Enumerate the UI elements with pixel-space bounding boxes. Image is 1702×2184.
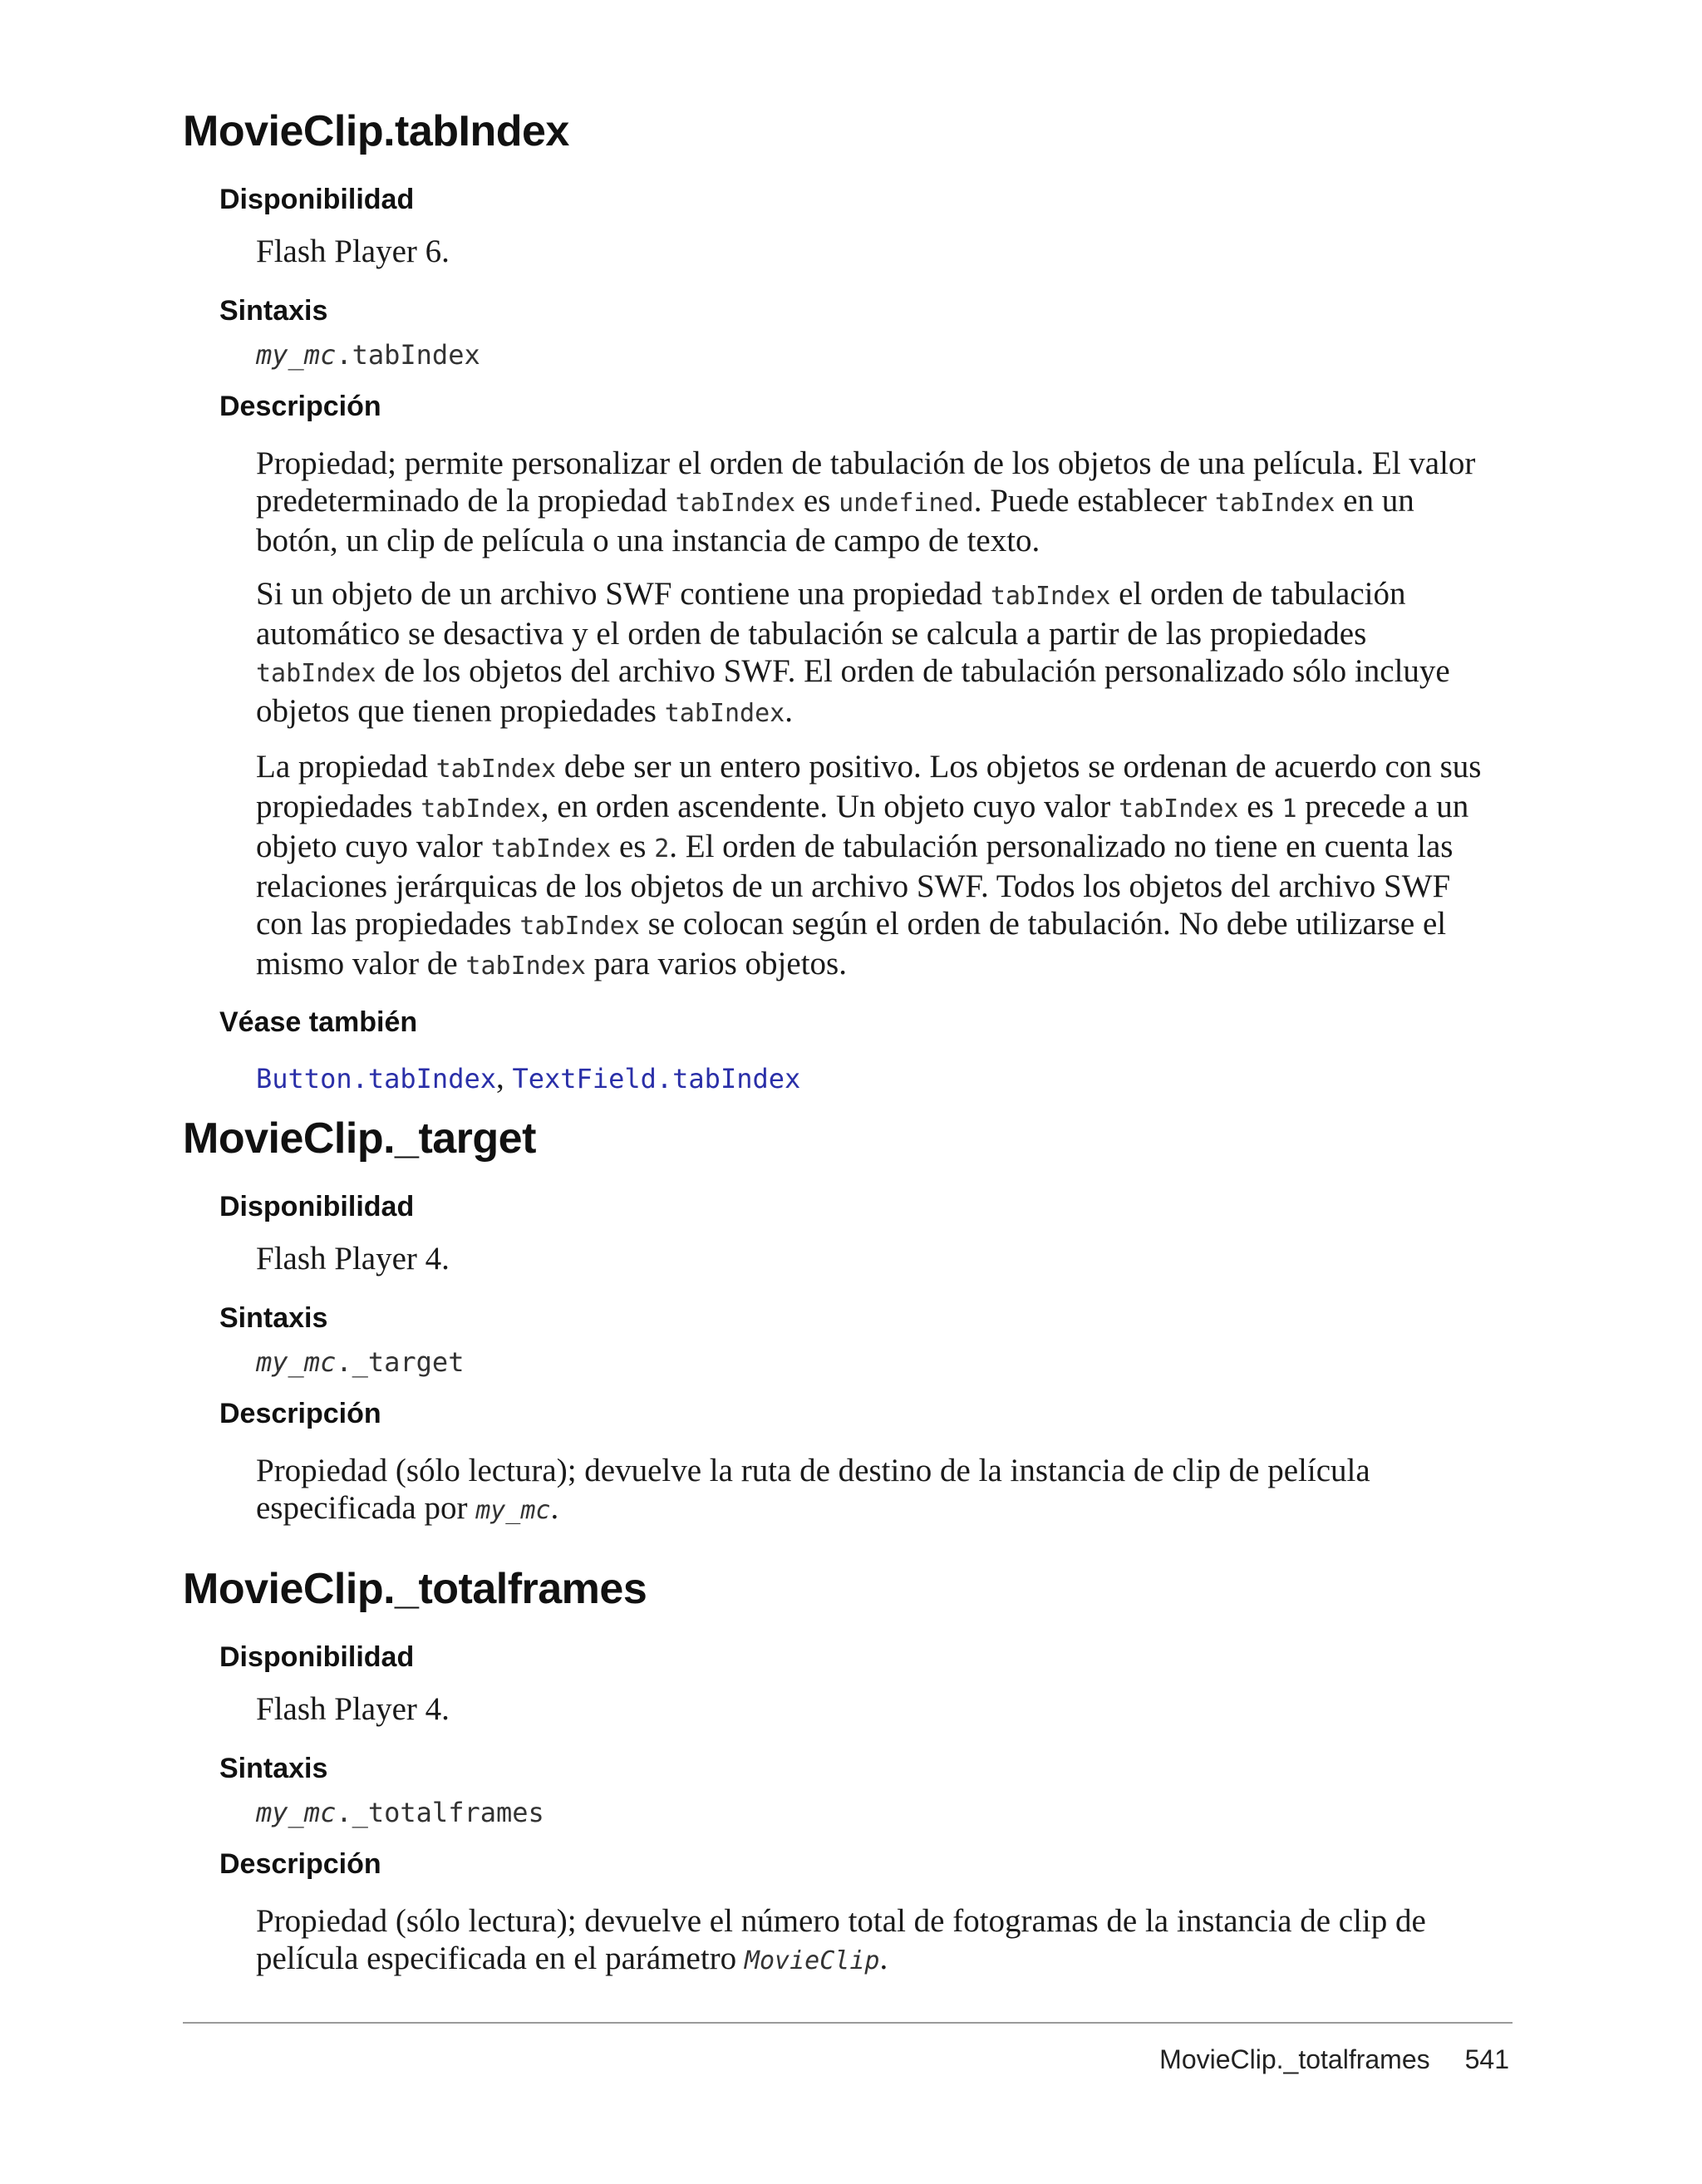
see-also-links [183,1059,1494,1098]
text-run: , en orden ascendente. Un objeto cuyo valor [540,789,1119,824]
text-run: Propiedad; permite personalizar el orden de tabulación de los objetos de una película. El valor predeterminado de la propiedad [256,445,1476,519]
page-number: 541 [1464,2044,1509,2074]
description-paragraph-1 [183,1452,1494,1529]
description-paragraph-2 [183,575,1494,732]
text-run: . [550,1490,559,1526]
code-term: tabIndex [256,659,376,688]
see-also-heading: Véase también [219,1006,418,1038]
code-term: tabIndex [1214,489,1336,518]
syntax-object: my_mc [256,339,337,371]
text-run: Si un objeto de un archivo SWF contiene una propiedad [256,576,991,612]
syntax-heading: Sintaxis [219,1753,328,1784]
text-run: La propiedad [256,749,436,785]
code-term: tabIndex [490,834,612,863]
description-paragraph-3 [183,748,1494,985]
syntax-code [183,1797,1513,1828]
syntax-object: my_mc [256,1797,337,1828]
syntax-property: ._target [336,1346,465,1378]
code-term: tabIndex [465,952,586,981]
code-term: tabIndex [1118,794,1239,824]
code-term: tabIndex [435,755,557,784]
entry-title: MovieClip._totalframes [183,1565,647,1613]
description-heading: Descripción [219,391,381,422]
syntax-property: ._totalframes [336,1797,544,1828]
code-term: tabIndex [664,699,785,728]
link-button-tabindex[interactable]: Button.tabIndex [256,1063,496,1094]
entry-title: MovieClip.tabIndex [183,107,569,155]
syntax-code [183,339,1513,371]
text-run: debe ser un entero positivo. Los objetos se ordenan de acuerdo con sus propiedades [256,749,1482,824]
code-term: tabIndex [675,489,796,518]
text-run: es [611,829,655,864]
text-run: . [879,1941,888,1976]
text-run: Propiedad (sólo lectura); devuelve la ruta de destino de la instancia de clip de película especificada por [256,1453,1370,1526]
entry-totalframes [183,1564,1513,1980]
code-term: 1 [1281,794,1297,824]
availability-heading: Disponibilidad [219,184,415,215]
code-term: tabIndex [519,912,640,941]
footer-divider [183,2022,1513,2024]
syntax-heading: Sintaxis [219,1302,328,1334]
availability-heading: Disponibilidad [219,1191,415,1222]
text-run: . El orden de tabulación personalizado no tiene en cuenta las relaciones jerárquicas de los objetos de un archivo SWF. Todos los objetos del archivo SWF con las propiedades [256,829,1454,942]
code-term: my_mc [475,1496,551,1525]
text-run: . [785,693,793,729]
code-term: 2 [654,834,670,863]
text-run: . Puede establecer [973,483,1215,519]
text-run: es [795,483,839,519]
availability-text: Flash Player 4. [256,1241,450,1276]
text-run: para varios objetos. [585,946,847,981]
description-paragraph-1 [183,1902,1494,1980]
text-run: se colocan según el orden de tabulación. No debe utilizarse el mismo valor de [256,906,1447,981]
entry-title: MovieClip._target [183,1114,536,1163]
text-run: Propiedad (sólo lectura); devuelve el número total de fotogramas de la instancia de clip de película especificada en el parámetro [256,1903,1426,1976]
code-term: tabIndex [990,582,1111,611]
availability-heading: Disponibilidad [219,1641,415,1673]
link-separator: , [495,1060,513,1095]
code-term: undefined [839,489,974,518]
availability-text: Flash Player 6. [256,234,450,269]
text-run: de los objetos del archivo SWF. El orden de tabulación personalizado sólo incluye objetos que tienen propiedades [256,653,1450,729]
syntax-object: my_mc [256,1346,337,1378]
entry-target [183,1114,1513,1529]
description-heading: Descripción [219,1398,381,1429]
text-run: precede a un objeto cuyo valor [256,789,1469,864]
code-term: MovieClip [744,1946,880,1975]
syntax-heading: Sintaxis [219,295,328,327]
availability-text: Flash Player 4. [256,1691,450,1727]
text-run: en un botón, un clip de película o una instancia de campo de texto. [256,483,1414,558]
link-textfield-tabindex[interactable]: TextField.tabIndex [512,1063,801,1094]
entry-tabindex [183,106,1513,1098]
code-term: tabIndex [421,794,541,824]
syntax-code [183,1346,1513,1378]
description-paragraph-1 [183,445,1494,559]
running-title: MovieClip._totalframes [1159,2044,1430,2074]
text-run: el orden de tabulación automático se desactiva y el orden de tabulación se calcula a partir de las propiedades [256,576,1406,652]
syntax-property: .tabIndex [336,339,480,371]
description-heading: Descripción [219,1848,381,1880]
page-footer [1159,2044,1509,2075]
text-run: es [1238,789,1282,824]
